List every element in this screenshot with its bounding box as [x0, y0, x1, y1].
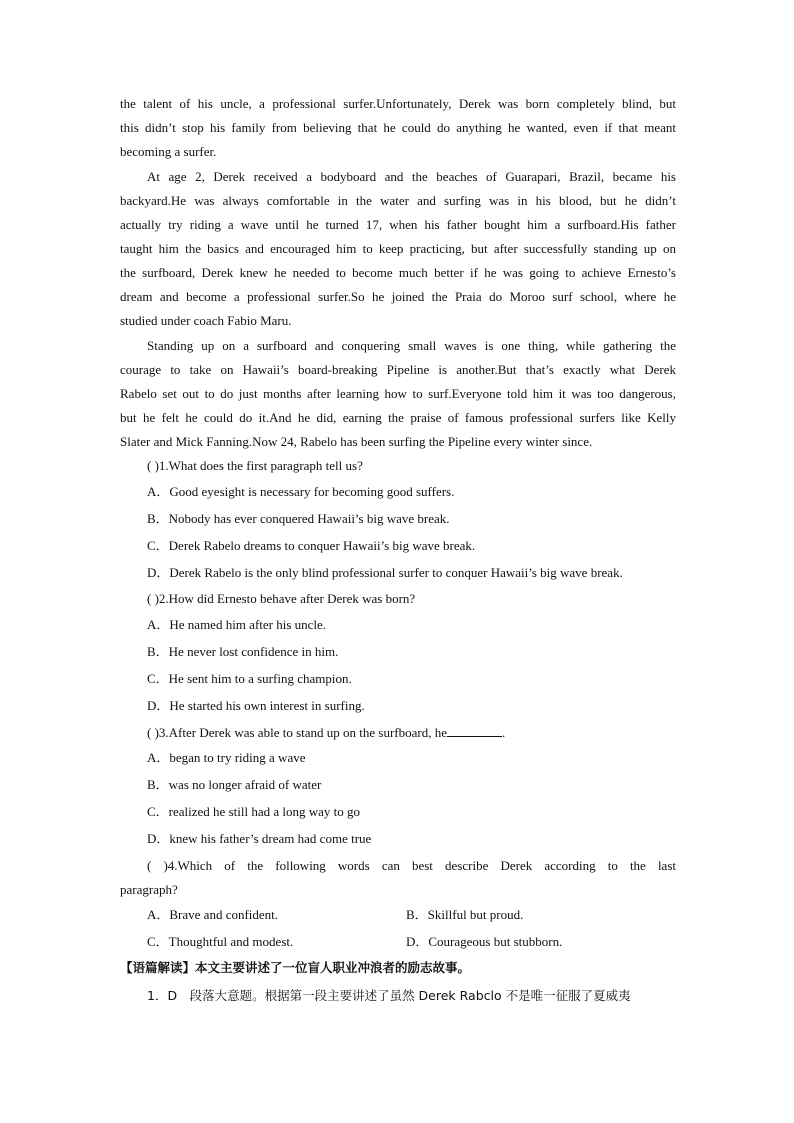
question-4-option-d: D．Courageous but stubborn.	[406, 934, 563, 949]
question-2-option-a: A．He named him after his uncle.	[147, 617, 327, 632]
passage-p2-line-6: dream and become a professional surfer.So he joined the Praia do Moroo surf school, where he	[120, 289, 676, 304]
passage-p3-line-1: Standing up on a surfboard and conquering small waves is one thing, while gathering the	[147, 338, 676, 353]
passage-p3-line-4: but he felt he could do it.And he did, earning the praise of famous professional surfers like Kelly	[120, 410, 676, 425]
passage-p2-line-1: At age 2, Derek received a bodyboard and the beaches of Guarapari, Brazil, became his	[147, 169, 676, 184]
analysis-heading-row	[120, 960, 676, 976]
passage-p2-line-7: studied under coach Fabio Maru.	[120, 313, 292, 328]
question-1-option-c: C．Derek Rabelo dreams to conquer Hawaii’s big wave break.	[147, 538, 476, 553]
passage-p1-line-1: the talent of his uncle, a professional surfer.Unfortunately, Derek was born completely blind, but	[120, 96, 676, 111]
question-1-option-d: D．Derek Rabelo is the only blind professional surfer to conquer Hawaii’s big wave break.	[147, 565, 623, 580]
question-2-option-c: C．He sent him to a surfing champion.	[147, 671, 352, 686]
question-2-option-d: D．He started his own interest in surfing.	[147, 698, 365, 713]
question-1-stem: ( )1.What does the first paragraph tell us?	[147, 458, 363, 473]
question-1-option-b: B．Nobody has ever conquered Hawaii’s big wave break.	[147, 511, 450, 526]
question-2-option-b: B．He never lost confidence in him.	[147, 644, 339, 659]
passage-p2-line-5: the surfboard, Derek knew he needed to become much better if he was going to achieve Ernesto’s	[120, 265, 676, 280]
analysis-heading-text: 本文主要讲述了一位盲人职业冲浪者的励志故事。	[195, 960, 471, 975]
passage-p1-line-2: this didn’t stop his family from believing that he could do anything he wanted, even if that meant	[120, 120, 676, 135]
question-3-stem-end: .	[501, 725, 506, 740]
question-4-option-a: A．Brave and confident.	[147, 907, 279, 922]
question-4-option-b: B．Skillful but proud.	[406, 907, 524, 922]
answer-blank	[447, 724, 502, 737]
passage-p2-line-3: actually try riding a wave until he turned 17, when his father bought him a surfboard.His father	[120, 217, 676, 232]
question-3-stem-row	[147, 724, 676, 741]
question-4-stem-line-1: ( )4.Which of the following words can best describe Derek according to the last	[147, 858, 676, 873]
analysis-answer-1: 1．D 段落大意题。根据第一段主要讲述了虽然 Derek Rabclo 不是唯一征服了夏威夷	[147, 988, 631, 1003]
question-3-option-a: A．began to try riding a wave	[147, 750, 306, 765]
question-3-option-b: B．was no longer afraid of water	[147, 777, 322, 792]
question-3-stem: ( )3.After Derek was able to stand up on the surfboard, he	[147, 725, 447, 740]
question-4-option-c: C．Thoughtful and modest.	[147, 934, 294, 949]
question-1-option-a: A．Good eyesight is necessary for becoming good suffers.	[147, 484, 455, 499]
passage-p3-line-2: courage to take on Hawaii’s board-breaking Pipeline is another.But that’s exactly what Derek	[120, 362, 676, 377]
passage-p3-line-5: Slater and Mick Fanning.Now 24, Rabelo has been surfing the Pipeline every winter since.	[120, 434, 593, 449]
passage-p1-line-3: becoming a surfer.	[120, 144, 217, 159]
question-2-stem: ( )2.How did Ernesto behave after Derek was born?	[147, 591, 416, 606]
question-4-stem-line-2: paragraph?	[120, 882, 178, 897]
question-3-option-c: C．realized he still had a long way to go	[147, 804, 361, 819]
passage-p2-line-4: taught him the basics and encouraged him to keep practicing, but after successfully standing up on	[120, 241, 676, 256]
passage-p2-line-2: backyard.He was always comfortable in the water and surfing was in his blood, but he didn’t	[120, 193, 676, 208]
passage-p3-line-3: Rabelo set out to do just months after learning how to surf.Everyone told him it was too dangerous,	[120, 386, 676, 401]
question-3-option-d: D．knew his father’s dream had come true	[147, 831, 372, 846]
analysis-heading: 【语篇解读】	[120, 960, 196, 975]
